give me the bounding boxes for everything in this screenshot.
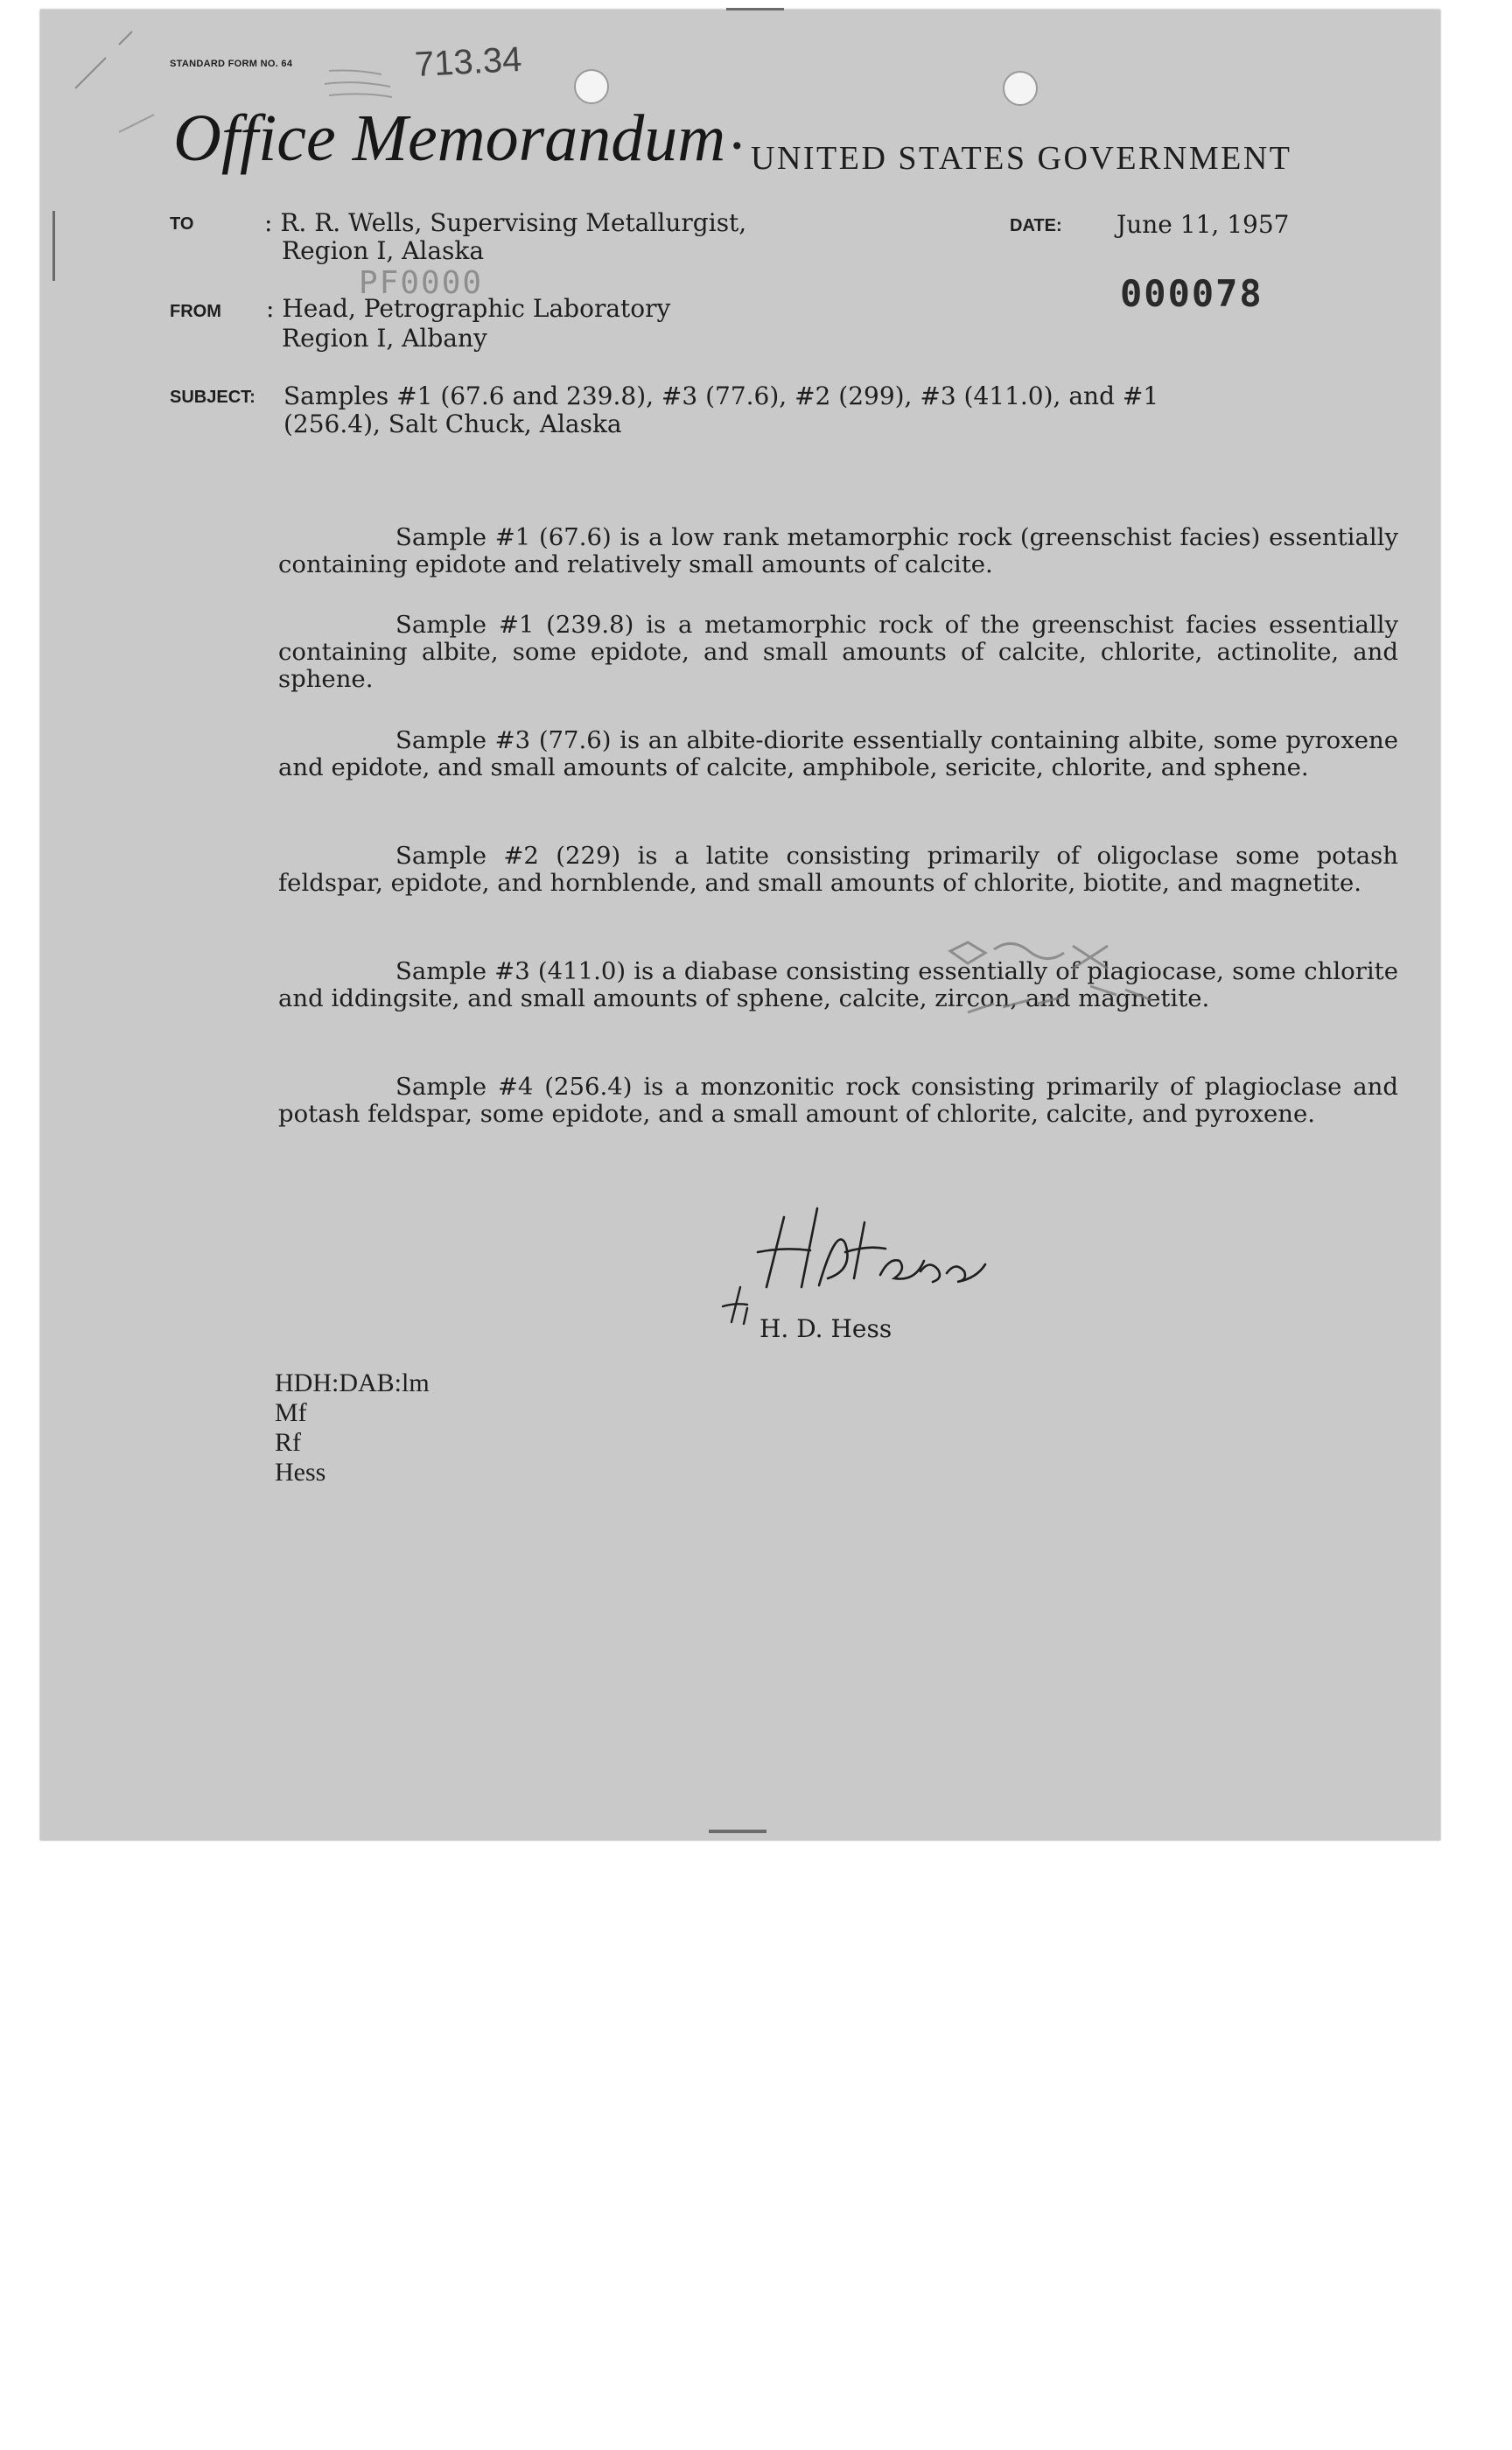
handwritten-file-number: 713.34 <box>413 39 523 85</box>
agency-name: UNITED STATES GOVERNMENT <box>751 140 1292 177</box>
distribution-rf: Rf <box>275 1428 301 1457</box>
document-number: 000078 <box>1120 272 1264 315</box>
paragraph-5: Sample #3 (411.0) is a diabase consisting essentially of plagiocase, some chlorite and iddingsite, and small amounts of sphene, calcite, zircon, and magnetite. <box>278 957 1398 1012</box>
paragraph-1: Sample #1 (67.6) is a low rank metamorphic rock (greenschist facies) essentially containing epidote and relatively small amounts of calcite. <box>278 523 1398 578</box>
paragraph-4: Sample #2 (229) is a latite consisting primarily of oligoclase some potash feldspar, epidote, and hornblende, and small amounts of chlorite, biotite, and magnetite. <box>278 842 1398 897</box>
to-label: TO <box>170 214 194 234</box>
from-label: FROM <box>170 302 221 321</box>
faint-stamp: PF0000 <box>359 265 484 301</box>
from-line-2: Region I, Albany <box>282 324 487 353</box>
punch-hole-right <box>1003 71 1038 106</box>
bottom-edge-mark <box>709 1830 766 1833</box>
paragraph-3: Sample #3 (77.6) is an albite-diorite essentially containing albite, some pyroxene and epidote, and small amounts of calcite, amphibole, sericite, chlorite, and sphene. <box>278 726 1398 781</box>
date-value: June 11, 1957 <box>1116 210 1290 239</box>
to-line-1: : R. R. Wells, Supervising Metallurgist, <box>264 208 747 237</box>
punch-hole-left <box>574 69 609 104</box>
distribution-hess: Hess <box>275 1458 326 1487</box>
reference-initials: HDH:DAB:lm <box>275 1368 430 1397</box>
distribution-mf: Mf <box>275 1398 307 1427</box>
typed-signature-name: H. D. Hess <box>760 1314 892 1343</box>
title-separator: • <box>730 132 745 161</box>
paragraph-6: Sample #4 (256.4) is a monzonitic rock consisting primarily of plagioclase and potash feldspar, some epidote, and a small amount of chlorite, calcite, and pyroxene. <box>278 1073 1398 1128</box>
subject-label: SUBJECT: <box>170 388 256 407</box>
received-stamp <box>933 934 1213 1074</box>
subject-line-1: Samples #1 (67.6 and 239.8), #3 (77.6), #2 (299), #3 (411.0), and #1 <box>284 382 1159 410</box>
to-line-2: Region I, Alaska <box>282 236 485 265</box>
memo-title: Office Memorandum <box>173 102 726 175</box>
memo-sheet <box>40 10 1440 1840</box>
subject-line-2: (256.4), Salt Chuck, Alaska <box>284 410 622 438</box>
from-line-1: : Head, Petrographic Laboratory <box>266 294 671 323</box>
paragraph-2: Sample #1 (239.8) is a metamorphic rock of the greenschist facies essentially containing albite, some epidote, and small amounts of calcite, chlorite, actinolite, and sphene. <box>278 611 1398 693</box>
form-number: STANDARD FORM NO. 64 <box>170 59 293 69</box>
left-margin-mark <box>52 211 55 281</box>
top-edge-mark <box>726 8 784 10</box>
date-label: DATE: <box>1010 216 1062 235</box>
